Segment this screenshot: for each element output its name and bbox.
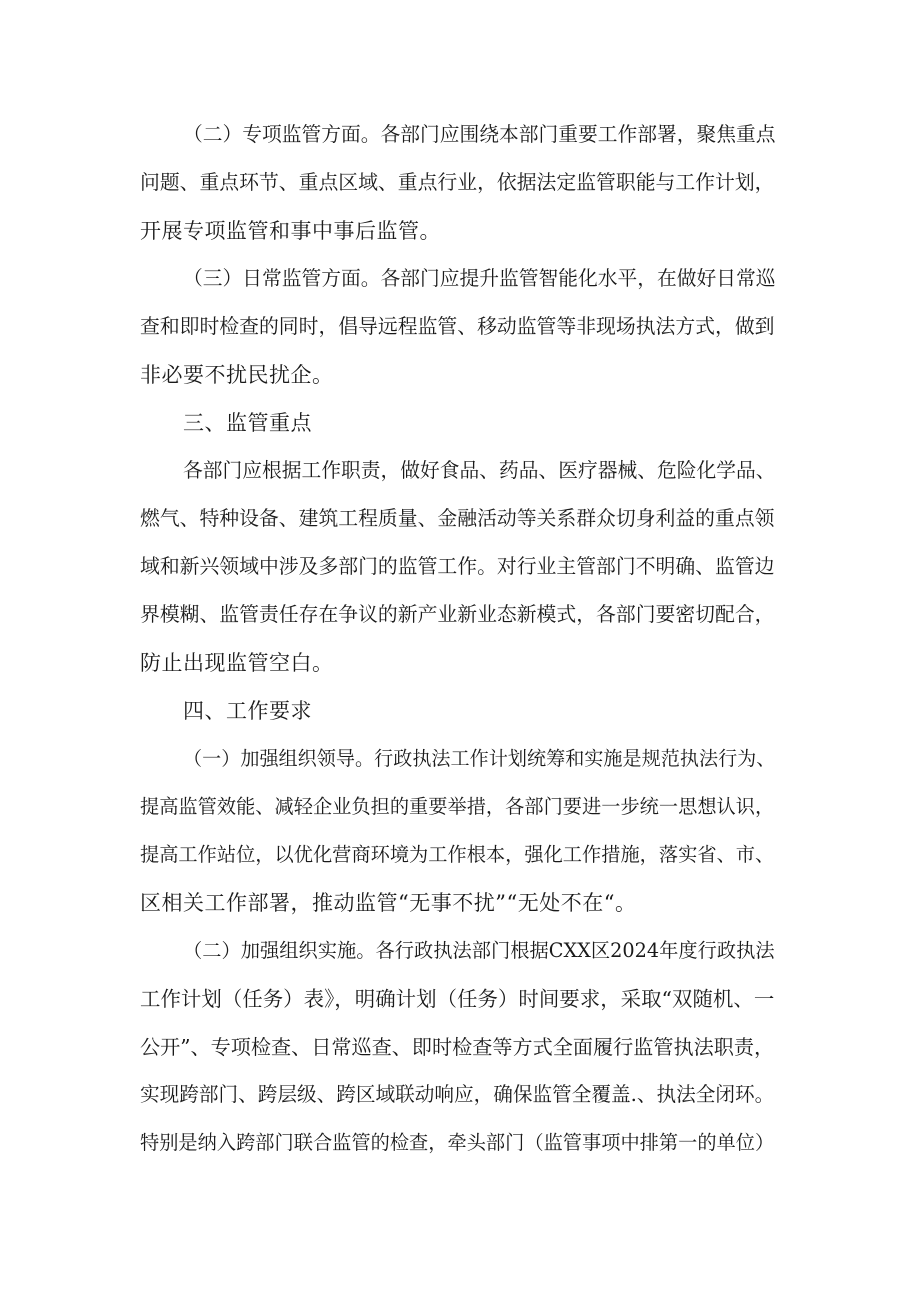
paragraph-line: （三）日常监管方面。各部门应提升监管智能化水平，在做好日常巡 — [183, 267, 776, 290]
paragraph-line: 区相关工作部署，推动监管“无事不扰”“无处不在“。 — [140, 891, 637, 915]
paragraph-line: 问题、重点环节、重点区域、重点行业，依据法定监管职能与工作计划， — [140, 171, 775, 194]
paragraph-line: 工作计划（任务）表》，明确计划（任务）时间要求，采取“双随机、一 — [140, 987, 775, 1011]
paragraph-line: 实现跨部门、跨层级、跨区域联动响应，确保监管全覆盖.、执法全闭环。 — [140, 1083, 775, 1106]
paragraph-line: 非必要不扰民扰企。 — [140, 363, 334, 387]
paragraph-line: 提高监管效能、减轻企业负担的重要举措，各部门要进一步统一思想认识， — [140, 795, 775, 818]
paragraph-line: 防止出现监管空白。 — [140, 651, 334, 675]
paragraph-line: 公开”、专项检查、日常巡查、即时检查等方式全面履行监管执法职责， — [140, 1035, 775, 1059]
section-heading: 三、监管重点 — [183, 411, 312, 435]
paragraph-line: 提高工作站位，以优化营商环境为工作根本，强化工作措施，落实省、市、 — [140, 843, 775, 866]
paragraph-line: 查和即时检查的同时，倡导远程监管、移动监管等非现场执法方式，做到 — [140, 315, 775, 338]
paragraph-line: 燃气、特种设备、建筑工程质量、金融活动等关系群众切身利益的重点领 — [140, 507, 775, 530]
paragraph-line: 域和新兴领域中涉及多部门的监管工作。对行业主管部门不明确、监管边 — [140, 555, 775, 578]
paragraph-line: 开展专项监管和事中事后监管。 — [140, 219, 441, 243]
paragraph-line: （二）加强组织实施。各行政执法部门根据CXX区2024年度行政执法 — [183, 939, 775, 962]
paragraph-line: 界模糊、监管责任存在争议的新产业新业态新模式，各部门要密切配合， — [140, 603, 775, 626]
paragraph-line: 特别是纳入跨部门联合监管的检查，牵头部门（监管事项中排第一的单位） — [140, 1131, 775, 1154]
paragraph-line: （二）专项监管方面。各部门应围绕本部门重要工作部署，聚焦重点 — [183, 123, 776, 146]
paragraph-line: 各部门应根据工作职责，做好食品、药品、医疗器械、危险化学品、 — [183, 459, 776, 482]
paragraph-line: （一）加强组织领导。行政执法工作计划统筹和实施是规范执法行为、 — [183, 747, 776, 770]
section-heading: 四、工作要求 — [183, 699, 312, 723]
